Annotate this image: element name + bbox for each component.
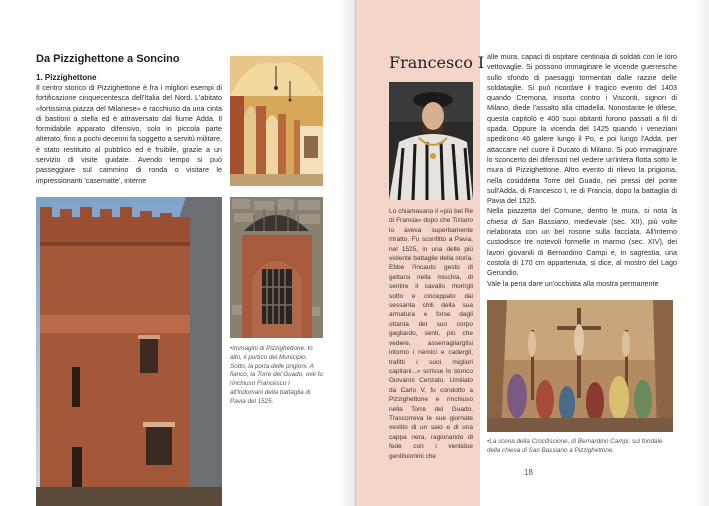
right-paragraph-1: alle mura, capaci di ospitare centinaia di soldati con le loro vettovaglie. Si possono immaginare le vicende guerresche sullo sfondo di paesaggi tormentati dalle razzie delle soldataglie. Si può ricordare il tragico evento del 1403 quando Cremona, insorta contro i Visconti, signori di Milano, diede l'assalto alla cittadella. Nonostante le difese, questa capitolò e 400 suoi abitanti furono passati a fil di spada. Oppure la vicenda del 1425 quando i veneziani spedirono 46 galere lungo il Po, e poi lungo l'Adda, per attaccare nel cuore il Ducato di Milano. Si può immaginare lo sconcerto dei difensori nel vedere un'intera flotta sotto le mura di Pizzighettone. Altro evento di rilievo la prigionia, nella cosiddetta Torre del Guado, nei pressi del ponte sull'Adda, di Francesco I, re di Francia, dopo la battaglia di Pavia del 1525. <box>487 52 677 206</box>
sidebar-title: Francesco I <box>389 53 485 72</box>
left-caption: •Immagini di Pizzighettone. In alto, il portico del Municipio. Sotto, la porta delle prigioni. A fianco, la Torre del Guado, ove fu rinchiuso Francesco I all'indomani della battaglia di Pavia del 1525. <box>230 345 323 405</box>
page-number: 18 <box>524 468 533 477</box>
right-paragraph-2-start: Nella piazzetta del Comune, dentro le mura, si nota la <box>487 206 677 216</box>
right-paragraph-3: Vale la pena dare un'occhiata alla mostra permanente <box>487 278 659 288</box>
page-edge <box>696 0 709 506</box>
prison-door-photo <box>230 197 323 338</box>
crocifissione-fresco <box>487 300 673 432</box>
right-caption: •La scena della Crocifissione, di Bernardino Campi, sul fondale della chiesa di San Bassiano a Pizzighettone. <box>487 438 663 454</box>
torre-del-guado-photo <box>36 197 222 506</box>
left-paragraph: Il centro storico di Pizzighettone è fra i migliori esempi di fortificazione cinquecentesca dell'Italia del Nord. L'abitato «fortissima piazza del Milanese» è racchiuso da una cinta di bastioni a stella ed è attraversato dal fiume Adda. Il formidabile apparato difensivo, solo in piccola parte alterato, fino a pochi decenni fa soggetto a servitù militare, è stato restituito al pubblico ed è fruibile, grazie a un servizio di visite guidate. Avendo tempo si può passeggiare sul cammino di ronda o visitare le impressionanti 'casematte', interne <box>36 83 222 185</box>
right-paragraph-2-end: , medievale (sec. XII), più volte rielaborata con un bel rosone sulla facciata. All'interno custodisce tre notevoli formelle in marmo (sec. XIV), dei lavori giovanili di Bernardino Campi e, in sagrestia, una costola di 170 cm appartenuta, si dice, al mostro del Lago Gerundio. <box>487 216 677 278</box>
right-paragraphs <box>487 52 677 289</box>
portico-photo <box>230 56 323 186</box>
sidebar-body: Lo chiamavano il «più bel Re di Francia» dopo che Tiziano lo aveva superbamente ritratto. Fu sconfitto a Pavia, nel 1525, in una delle più violente battaglie della storia. Ebbe l'incauto gesto di gettarsi nella mischia, di sentire il cavallo morirgli sotto e cinceppato dai sessanta chili della sua armatura e forse dagli ottanta del suo corpo gagliardo, senti, più che vedere, asserragliarglisi intorno i nemici e cadergli, trafitti i suoi migliori capitani...» scrisse lo storico Giovanni Cenzato. Umiliato da Carlo V, fu condotto a Pizzighettone e rinchiuso nella Torre del Guado. Trascorreva le sue giornate vestito di un saio e di una cappa nera, ragionando di fede con i ventidue gentiluomini che <box>389 208 473 460</box>
right-paragraph-2 <box>487 206 677 278</box>
francesco-portrait <box>389 82 473 200</box>
section-title: Da Pizzighettone a Soncino <box>36 53 180 65</box>
church-name: chiesa di San Bassiano <box>487 216 569 226</box>
page-gutter <box>340 0 356 506</box>
subsection-title: 1. Pizzighettone <box>36 73 97 82</box>
